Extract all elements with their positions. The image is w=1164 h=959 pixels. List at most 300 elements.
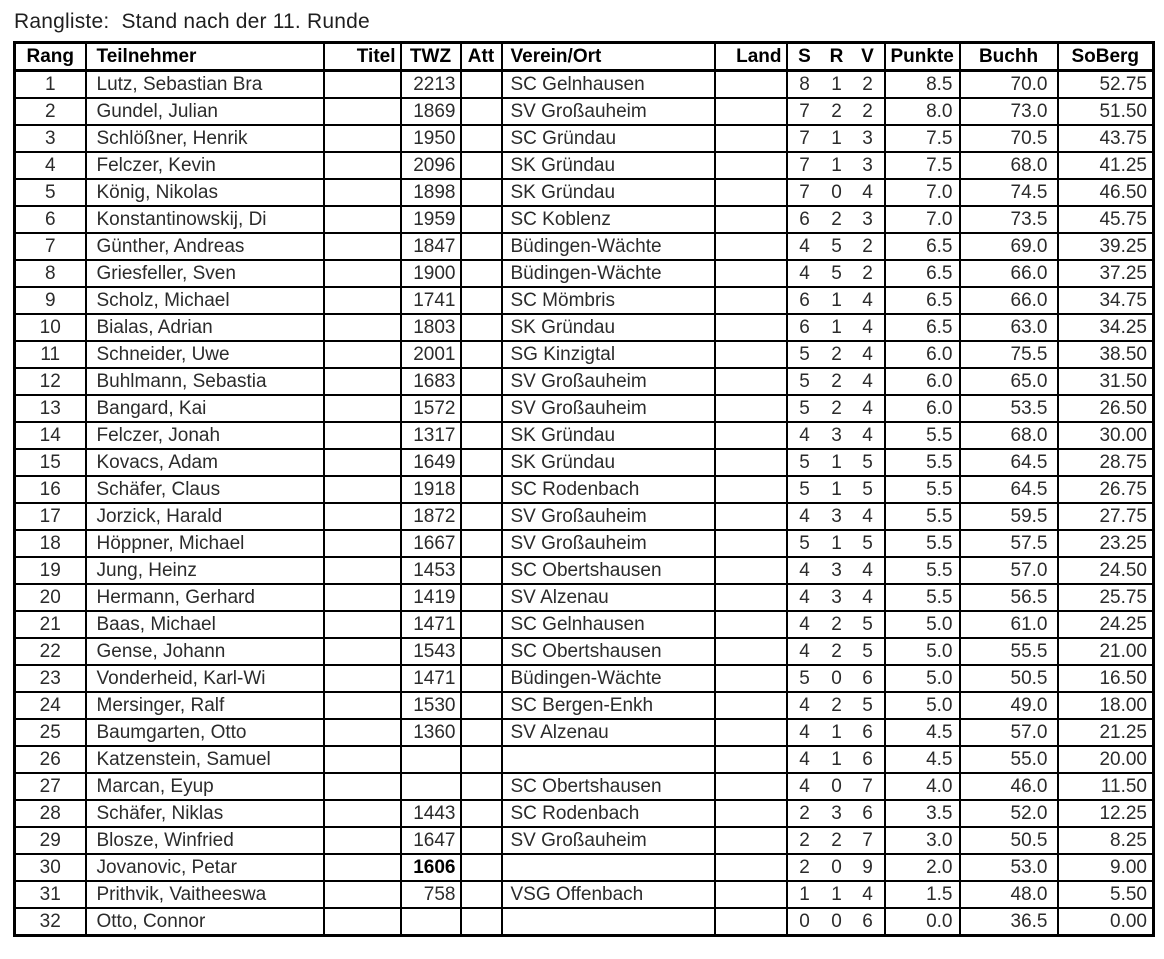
cell-att bbox=[461, 71, 502, 99]
cell-twz: 1471 bbox=[401, 611, 461, 638]
cell-s: 5 bbox=[787, 449, 822, 476]
table-row bbox=[15, 584, 1154, 611]
cell-r: 1 bbox=[822, 449, 852, 476]
cell-twz: 1847 bbox=[401, 233, 461, 260]
cell-v: 6 bbox=[852, 800, 885, 827]
cell-r: 3 bbox=[822, 422, 852, 449]
cell-r: 1 bbox=[822, 746, 852, 773]
cell-twz bbox=[401, 773, 461, 800]
cell-att bbox=[461, 692, 502, 719]
cell-teilnehmer: Griesfeller, Sven bbox=[86, 260, 324, 287]
cell-s: 4 bbox=[787, 557, 822, 584]
cell-titel bbox=[324, 422, 401, 449]
cell-v: 7 bbox=[852, 773, 885, 800]
cell-twz: 1419 bbox=[401, 584, 461, 611]
table-row bbox=[15, 530, 1154, 557]
cell-att bbox=[461, 125, 502, 152]
cell-r: 2 bbox=[822, 638, 852, 665]
cell-twz: 1543 bbox=[401, 638, 461, 665]
cell-s: 4 bbox=[787, 260, 822, 287]
cell-r: 1 bbox=[822, 476, 852, 503]
table-row bbox=[15, 179, 1154, 206]
cell-land bbox=[715, 98, 787, 125]
cell-soberg: 26.50 bbox=[1058, 395, 1154, 422]
cell-buchh: 66.0 bbox=[960, 260, 1058, 287]
cell-att bbox=[461, 800, 502, 827]
page-title: Rangliste: Stand nach der 11. Runde bbox=[14, 10, 370, 33]
cell-buchh: 68.0 bbox=[960, 422, 1058, 449]
cell-s: 5 bbox=[787, 476, 822, 503]
cell-soberg: 8.25 bbox=[1058, 827, 1154, 854]
cell-att bbox=[461, 314, 502, 341]
cell-teilnehmer: Vonderheid, Karl-Wi bbox=[86, 665, 324, 692]
table-row bbox=[15, 746, 1154, 773]
table-header-row bbox=[15, 43, 1154, 71]
column-header-verein-ort: Verein/Ort bbox=[502, 43, 715, 71]
cell-punkte: 6.5 bbox=[885, 314, 960, 341]
cell-verein: SC Mömbris bbox=[502, 287, 715, 314]
cell-v: 5 bbox=[852, 692, 885, 719]
cell-att bbox=[461, 746, 502, 773]
table-row bbox=[15, 827, 1154, 854]
cell-buchh: 48.0 bbox=[960, 881, 1058, 908]
cell-v: 9 bbox=[852, 854, 885, 881]
cell-verein: SC Obertshausen bbox=[502, 638, 715, 665]
cell-punkte: 5.0 bbox=[885, 665, 960, 692]
cell-r: 1 bbox=[822, 314, 852, 341]
cell-land bbox=[715, 179, 787, 206]
cell-land bbox=[715, 368, 787, 395]
cell-verein: SV Großauheim bbox=[502, 827, 715, 854]
cell-teilnehmer: Buhlmann, Sebastia bbox=[86, 368, 324, 395]
cell-buchh: 57.0 bbox=[960, 719, 1058, 746]
cell-rang: 6 bbox=[15, 206, 86, 233]
cell-land bbox=[715, 908, 787, 936]
cell-soberg: 11.50 bbox=[1058, 773, 1154, 800]
cell-r: 2 bbox=[822, 341, 852, 368]
cell-v: 4 bbox=[852, 881, 885, 908]
cell-buchh: 36.5 bbox=[960, 908, 1058, 936]
cell-r: 1 bbox=[822, 125, 852, 152]
cell-buchh: 65.0 bbox=[960, 368, 1058, 395]
cell-s: 5 bbox=[787, 530, 822, 557]
cell-punkte: 4.0 bbox=[885, 773, 960, 800]
cell-land bbox=[715, 503, 787, 530]
cell-v: 5 bbox=[852, 449, 885, 476]
cell-punkte: 6.0 bbox=[885, 341, 960, 368]
cell-punkte: 5.0 bbox=[885, 692, 960, 719]
cell-soberg: 51.50 bbox=[1058, 98, 1154, 125]
cell-att bbox=[461, 449, 502, 476]
cell-r: 0 bbox=[822, 179, 852, 206]
cell-rang: 23 bbox=[15, 665, 86, 692]
cell-r: 1 bbox=[822, 530, 852, 557]
cell-teilnehmer: Gense, Johann bbox=[86, 638, 324, 665]
cell-twz: 1900 bbox=[401, 260, 461, 287]
cell-v: 4 bbox=[852, 557, 885, 584]
cell-att bbox=[461, 557, 502, 584]
cell-soberg: 28.75 bbox=[1058, 449, 1154, 476]
cell-buchh: 49.0 bbox=[960, 692, 1058, 719]
column-header-verluste: V bbox=[852, 43, 885, 71]
cell-v: 2 bbox=[852, 260, 885, 287]
cell-soberg: 16.50 bbox=[1058, 665, 1154, 692]
column-header-teilnehmer: Teilnehmer bbox=[86, 43, 324, 71]
cell-verein: SC Gelnhausen bbox=[502, 611, 715, 638]
cell-titel bbox=[324, 611, 401, 638]
cell-rang: 20 bbox=[15, 584, 86, 611]
cell-att bbox=[461, 638, 502, 665]
column-header-sonneborn-berger: SoBerg bbox=[1058, 43, 1154, 71]
cell-teilnehmer: Jung, Heinz bbox=[86, 557, 324, 584]
cell-twz: 1898 bbox=[401, 179, 461, 206]
table-row bbox=[15, 206, 1154, 233]
cell-verein: SC Rodenbach bbox=[502, 476, 715, 503]
cell-s: 7 bbox=[787, 179, 822, 206]
cell-s: 4 bbox=[787, 773, 822, 800]
cell-v: 4 bbox=[852, 287, 885, 314]
cell-v: 6 bbox=[852, 746, 885, 773]
cell-land bbox=[715, 71, 787, 99]
cell-punkte: 8.5 bbox=[885, 71, 960, 99]
table-row bbox=[15, 314, 1154, 341]
column-header-land: Land bbox=[715, 43, 787, 71]
cell-verein bbox=[502, 854, 715, 881]
table-row bbox=[15, 665, 1154, 692]
cell-buchh: 59.5 bbox=[960, 503, 1058, 530]
cell-r: 1 bbox=[822, 881, 852, 908]
cell-titel bbox=[324, 71, 401, 99]
cell-land bbox=[715, 638, 787, 665]
cell-verein: SC Obertshausen bbox=[502, 557, 715, 584]
cell-land bbox=[715, 395, 787, 422]
cell-land bbox=[715, 881, 787, 908]
cell-verein: SC Bergen-Enkh bbox=[502, 692, 715, 719]
cell-punkte: 5.5 bbox=[885, 449, 960, 476]
cell-buchh: 55.5 bbox=[960, 638, 1058, 665]
cell-punkte: 5.5 bbox=[885, 422, 960, 449]
table-row bbox=[15, 719, 1154, 746]
cell-buchh: 69.0 bbox=[960, 233, 1058, 260]
cell-twz bbox=[401, 908, 461, 936]
cell-s: 4 bbox=[787, 638, 822, 665]
column-header-punkte: Punkte bbox=[885, 43, 960, 71]
cell-rang: 15 bbox=[15, 449, 86, 476]
cell-twz: 1683 bbox=[401, 368, 461, 395]
cell-titel bbox=[324, 746, 401, 773]
cell-teilnehmer: Schäfer, Niklas bbox=[86, 800, 324, 827]
column-header-twz: TWZ bbox=[401, 43, 461, 71]
cell-att bbox=[461, 719, 502, 746]
cell-buchh: 55.0 bbox=[960, 746, 1058, 773]
cell-land bbox=[715, 530, 787, 557]
cell-soberg: 34.75 bbox=[1058, 287, 1154, 314]
cell-s: 4 bbox=[787, 584, 822, 611]
cell-s: 6 bbox=[787, 287, 822, 314]
cell-twz: 2001 bbox=[401, 341, 461, 368]
cell-rang: 3 bbox=[15, 125, 86, 152]
cell-punkte: 5.5 bbox=[885, 503, 960, 530]
cell-punkte: 4.5 bbox=[885, 719, 960, 746]
cell-teilnehmer: Felczer, Jonah bbox=[86, 422, 324, 449]
cell-land bbox=[715, 719, 787, 746]
cell-v: 4 bbox=[852, 503, 885, 530]
cell-verein: SV Großauheim bbox=[502, 395, 715, 422]
cell-att bbox=[461, 584, 502, 611]
cell-att bbox=[461, 260, 502, 287]
cell-soberg: 52.75 bbox=[1058, 71, 1154, 99]
cell-titel bbox=[324, 665, 401, 692]
table-row bbox=[15, 611, 1154, 638]
cell-rang: 10 bbox=[15, 314, 86, 341]
cell-teilnehmer: Marcan, Eyup bbox=[86, 773, 324, 800]
cell-att bbox=[461, 341, 502, 368]
cell-land bbox=[715, 422, 787, 449]
cell-land bbox=[715, 341, 787, 368]
cell-rang: 21 bbox=[15, 611, 86, 638]
cell-v: 3 bbox=[852, 206, 885, 233]
cell-land bbox=[715, 827, 787, 854]
cell-twz: 1453 bbox=[401, 557, 461, 584]
cell-punkte: 6.5 bbox=[885, 287, 960, 314]
column-header-att: Att bbox=[461, 43, 502, 71]
cell-att bbox=[461, 233, 502, 260]
cell-v: 4 bbox=[852, 395, 885, 422]
cell-twz bbox=[401, 746, 461, 773]
table-row bbox=[15, 557, 1154, 584]
cell-soberg: 37.25 bbox=[1058, 260, 1154, 287]
cell-titel bbox=[324, 233, 401, 260]
cell-soberg: 12.25 bbox=[1058, 800, 1154, 827]
cell-teilnehmer: Katzenstein, Samuel bbox=[86, 746, 324, 773]
cell-s: 1 bbox=[787, 881, 822, 908]
cell-land bbox=[715, 584, 787, 611]
cell-soberg: 24.25 bbox=[1058, 611, 1154, 638]
cell-rang: 19 bbox=[15, 557, 86, 584]
cell-r: 2 bbox=[822, 395, 852, 422]
cell-s: 4 bbox=[787, 611, 822, 638]
cell-r: 2 bbox=[822, 611, 852, 638]
cell-rang: 12 bbox=[15, 368, 86, 395]
cell-att bbox=[461, 854, 502, 881]
cell-att bbox=[461, 368, 502, 395]
cell-land bbox=[715, 260, 787, 287]
cell-r: 0 bbox=[822, 773, 852, 800]
cell-teilnehmer: König, Nikolas bbox=[86, 179, 324, 206]
cell-r: 0 bbox=[822, 665, 852, 692]
cell-verein: SC Obertshausen bbox=[502, 773, 715, 800]
cell-punkte: 7.5 bbox=[885, 152, 960, 179]
cell-verein bbox=[502, 746, 715, 773]
cell-teilnehmer: Bangard, Kai bbox=[86, 395, 324, 422]
cell-verein: VSG Offenbach bbox=[502, 881, 715, 908]
column-header-remis: R bbox=[822, 43, 852, 71]
cell-r: 3 bbox=[822, 800, 852, 827]
cell-soberg: 26.75 bbox=[1058, 476, 1154, 503]
table-row bbox=[15, 449, 1154, 476]
cell-s: 5 bbox=[787, 395, 822, 422]
cell-rang: 2 bbox=[15, 98, 86, 125]
cell-rang: 14 bbox=[15, 422, 86, 449]
cell-teilnehmer: Baas, Michael bbox=[86, 611, 324, 638]
cell-s: 4 bbox=[787, 719, 822, 746]
cell-soberg: 21.25 bbox=[1058, 719, 1154, 746]
cell-rang: 28 bbox=[15, 800, 86, 827]
cell-rang: 8 bbox=[15, 260, 86, 287]
cell-rang: 11 bbox=[15, 341, 86, 368]
cell-verein: SV Großauheim bbox=[502, 368, 715, 395]
cell-s: 6 bbox=[787, 206, 822, 233]
cell-teilnehmer: Jovanovic, Petar bbox=[86, 854, 324, 881]
cell-teilnehmer: Otto, Connor bbox=[86, 908, 324, 936]
cell-teilnehmer: Schneider, Uwe bbox=[86, 341, 324, 368]
cell-titel bbox=[324, 908, 401, 936]
cell-r: 2 bbox=[822, 98, 852, 125]
cell-teilnehmer: Scholz, Michael bbox=[86, 287, 324, 314]
cell-punkte: 7.0 bbox=[885, 206, 960, 233]
cell-s: 7 bbox=[787, 152, 822, 179]
cell-rang: 30 bbox=[15, 854, 86, 881]
cell-buchh: 50.5 bbox=[960, 665, 1058, 692]
cell-verein: SK Gründau bbox=[502, 179, 715, 206]
cell-r: 1 bbox=[822, 152, 852, 179]
cell-punkte: 5.5 bbox=[885, 557, 960, 584]
table-row bbox=[15, 152, 1154, 179]
table-row bbox=[15, 908, 1154, 936]
cell-twz: 1803 bbox=[401, 314, 461, 341]
cell-v: 6 bbox=[852, 665, 885, 692]
cell-buchh: 46.0 bbox=[960, 773, 1058, 800]
cell-twz: 1647 bbox=[401, 827, 461, 854]
cell-rang: 18 bbox=[15, 530, 86, 557]
cell-twz: 758 bbox=[401, 881, 461, 908]
cell-teilnehmer: Höppner, Michael bbox=[86, 530, 324, 557]
cell-punkte: 6.5 bbox=[885, 260, 960, 287]
cell-rang: 29 bbox=[15, 827, 86, 854]
cell-land bbox=[715, 125, 787, 152]
cell-verein: SC Koblenz bbox=[502, 206, 715, 233]
cell-rang: 1 bbox=[15, 71, 86, 99]
cell-twz: 1741 bbox=[401, 287, 461, 314]
cell-titel bbox=[324, 476, 401, 503]
cell-v: 4 bbox=[852, 314, 885, 341]
cell-buchh: 75.5 bbox=[960, 341, 1058, 368]
cell-att bbox=[461, 908, 502, 936]
cell-punkte: 7.0 bbox=[885, 179, 960, 206]
cell-twz: 1572 bbox=[401, 395, 461, 422]
cell-r: 5 bbox=[822, 260, 852, 287]
cell-soberg: 43.75 bbox=[1058, 125, 1154, 152]
cell-r: 2 bbox=[822, 368, 852, 395]
cell-att bbox=[461, 98, 502, 125]
cell-soberg: 30.00 bbox=[1058, 422, 1154, 449]
cell-titel bbox=[324, 827, 401, 854]
cell-s: 4 bbox=[787, 233, 822, 260]
cell-v: 7 bbox=[852, 827, 885, 854]
cell-soberg: 0.00 bbox=[1058, 908, 1154, 936]
cell-v: 5 bbox=[852, 476, 885, 503]
cell-verein: SC Rodenbach bbox=[502, 800, 715, 827]
table-row bbox=[15, 692, 1154, 719]
cell-v: 6 bbox=[852, 719, 885, 746]
cell-teilnehmer: Gundel, Julian bbox=[86, 98, 324, 125]
cell-v: 4 bbox=[852, 368, 885, 395]
cell-soberg: 9.00 bbox=[1058, 854, 1154, 881]
column-header-rang: Rang bbox=[15, 43, 86, 71]
cell-verein bbox=[502, 908, 715, 936]
cell-soberg: 39.25 bbox=[1058, 233, 1154, 260]
ranking-table bbox=[13, 41, 1155, 937]
cell-teilnehmer: Günther, Andreas bbox=[86, 233, 324, 260]
cell-punkte: 2.0 bbox=[885, 854, 960, 881]
cell-punkte: 5.0 bbox=[885, 638, 960, 665]
cell-titel bbox=[324, 368, 401, 395]
cell-s: 4 bbox=[787, 503, 822, 530]
cell-v: 2 bbox=[852, 71, 885, 99]
cell-land bbox=[715, 665, 787, 692]
cell-verein: SK Gründau bbox=[502, 152, 715, 179]
table-row bbox=[15, 773, 1154, 800]
cell-s: 2 bbox=[787, 800, 822, 827]
cell-r: 1 bbox=[822, 71, 852, 99]
cell-s: 7 bbox=[787, 125, 822, 152]
cell-punkte: 4.5 bbox=[885, 746, 960, 773]
cell-verein: SV Großauheim bbox=[502, 530, 715, 557]
cell-land bbox=[715, 746, 787, 773]
cell-land bbox=[715, 233, 787, 260]
cell-punkte: 3.5 bbox=[885, 800, 960, 827]
cell-twz: 1606 bbox=[401, 854, 461, 881]
cell-titel bbox=[324, 530, 401, 557]
cell-verein: SG Kinzigtal bbox=[502, 341, 715, 368]
cell-twz: 1443 bbox=[401, 800, 461, 827]
cell-soberg: 46.50 bbox=[1058, 179, 1154, 206]
cell-twz: 1317 bbox=[401, 422, 461, 449]
cell-verein: SV Großauheim bbox=[502, 98, 715, 125]
cell-s: 5 bbox=[787, 341, 822, 368]
cell-punkte: 5.5 bbox=[885, 584, 960, 611]
cell-r: 2 bbox=[822, 692, 852, 719]
cell-r: 3 bbox=[822, 503, 852, 530]
cell-s: 6 bbox=[787, 314, 822, 341]
table-row bbox=[15, 422, 1154, 449]
cell-att bbox=[461, 179, 502, 206]
cell-titel bbox=[324, 314, 401, 341]
cell-twz: 2096 bbox=[401, 152, 461, 179]
table-row bbox=[15, 233, 1154, 260]
cell-punkte: 8.0 bbox=[885, 98, 960, 125]
table-row bbox=[15, 638, 1154, 665]
cell-buchh: 73.0 bbox=[960, 98, 1058, 125]
cell-s: 0 bbox=[787, 908, 822, 936]
cell-v: 2 bbox=[852, 98, 885, 125]
cell-verein: SC Gelnhausen bbox=[502, 71, 715, 99]
cell-titel bbox=[324, 584, 401, 611]
cell-att bbox=[461, 206, 502, 233]
ranking-table-body bbox=[15, 71, 1154, 936]
cell-teilnehmer: Prithvik, Vaitheeswa bbox=[86, 881, 324, 908]
table-row bbox=[15, 368, 1154, 395]
cell-punkte: 5.0 bbox=[885, 611, 960, 638]
cell-rang: 13 bbox=[15, 395, 86, 422]
cell-titel bbox=[324, 557, 401, 584]
cell-buchh: 70.0 bbox=[960, 71, 1058, 99]
cell-titel bbox=[324, 395, 401, 422]
cell-r: 3 bbox=[822, 584, 852, 611]
cell-att bbox=[461, 152, 502, 179]
cell-r: 1 bbox=[822, 719, 852, 746]
cell-titel bbox=[324, 260, 401, 287]
